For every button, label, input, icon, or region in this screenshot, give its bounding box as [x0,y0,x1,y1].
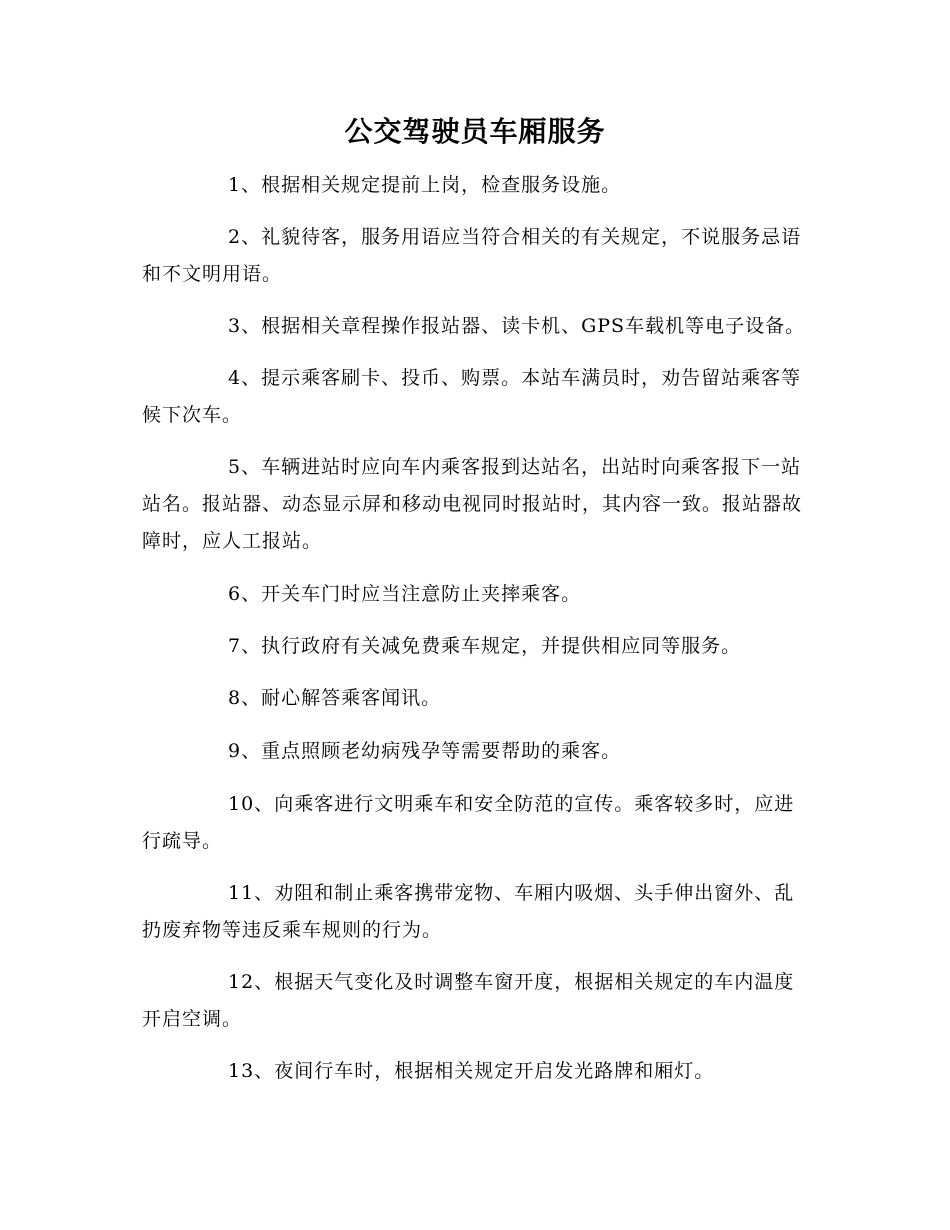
item-number: 5、 [228,456,262,478]
item-text: 夜间行车时，根据相关规定开启发光路牌和厢灯。 [274,1060,715,1082]
item-number: 1、 [228,174,262,196]
item-number: 3、 [228,315,262,337]
item-number: 8、 [228,687,262,709]
list-item [142,576,808,613]
list-item [142,219,808,293]
item-number: 4、 [228,367,262,389]
item-number: 10、 [228,793,275,815]
list-item [142,628,808,665]
list-item [142,733,808,770]
item-text: 提示乘客刷卡、投币、购票。本站车满员时，劝告留站乘客等候下次车。 [142,367,802,426]
item-text: 耐心解答乘客闻讯。 [261,687,442,709]
document-title: 公交驾驶员车厢服务 [344,115,606,148]
item-text: 根据相关规定提前上岗，检查服务设施。 [261,174,622,196]
item-text: 根据天气变化及时调整车窗开度，根据相关规定的车内温度开启空调。 [142,971,795,1030]
item-text: 根据相关章程操作报站器、读卡机、GPS车载机等电子设备。 [261,315,806,337]
item-text: 车辆进站时应向车内乘客报到达站名，出站时向乘客报下一站站名。报站器、动态显示屏和移动电视同时报站时，其内容一致。报站器故障时，应人工报站。 [142,456,803,552]
item-number: 12、 [228,971,275,993]
item-text: 向乘客进行文明乘车和安全防范的宣传。乘客较多时，应进行疏导。 [142,793,795,852]
item-number: 9、 [228,740,262,762]
list-item [142,1053,808,1090]
list-item [142,360,808,434]
item-number: 2、 [228,226,262,248]
item-text: 重点照顾老幼病残孕等需要帮助的乘客。 [261,740,622,762]
list-item [142,167,808,204]
item-text: 执行政府有关减免费乘车规定，并提供相应同等服务。 [261,635,742,657]
list-item [142,786,808,860]
item-text: 礼貌待客，服务用语应当符合相关的有关规定，不说服务忌语和不文明用语。 [142,226,802,285]
list-item [142,964,808,1038]
list-item [142,680,808,717]
list-item [142,449,808,560]
item-number: 13、 [228,1060,275,1082]
item-text: 劝阻和制止乘客携带宠物、车厢内吸烟、头手伸出窗外、乱扔废弃物等违反乘车规则的行为。 [142,882,795,941]
item-number: 11、 [228,882,275,904]
list-item [142,875,808,949]
list-item [142,308,808,345]
item-text: 开关车门时应当注意防止夹摔乘客。 [261,583,582,605]
item-number: 7、 [228,635,262,657]
item-number: 6、 [228,583,262,605]
